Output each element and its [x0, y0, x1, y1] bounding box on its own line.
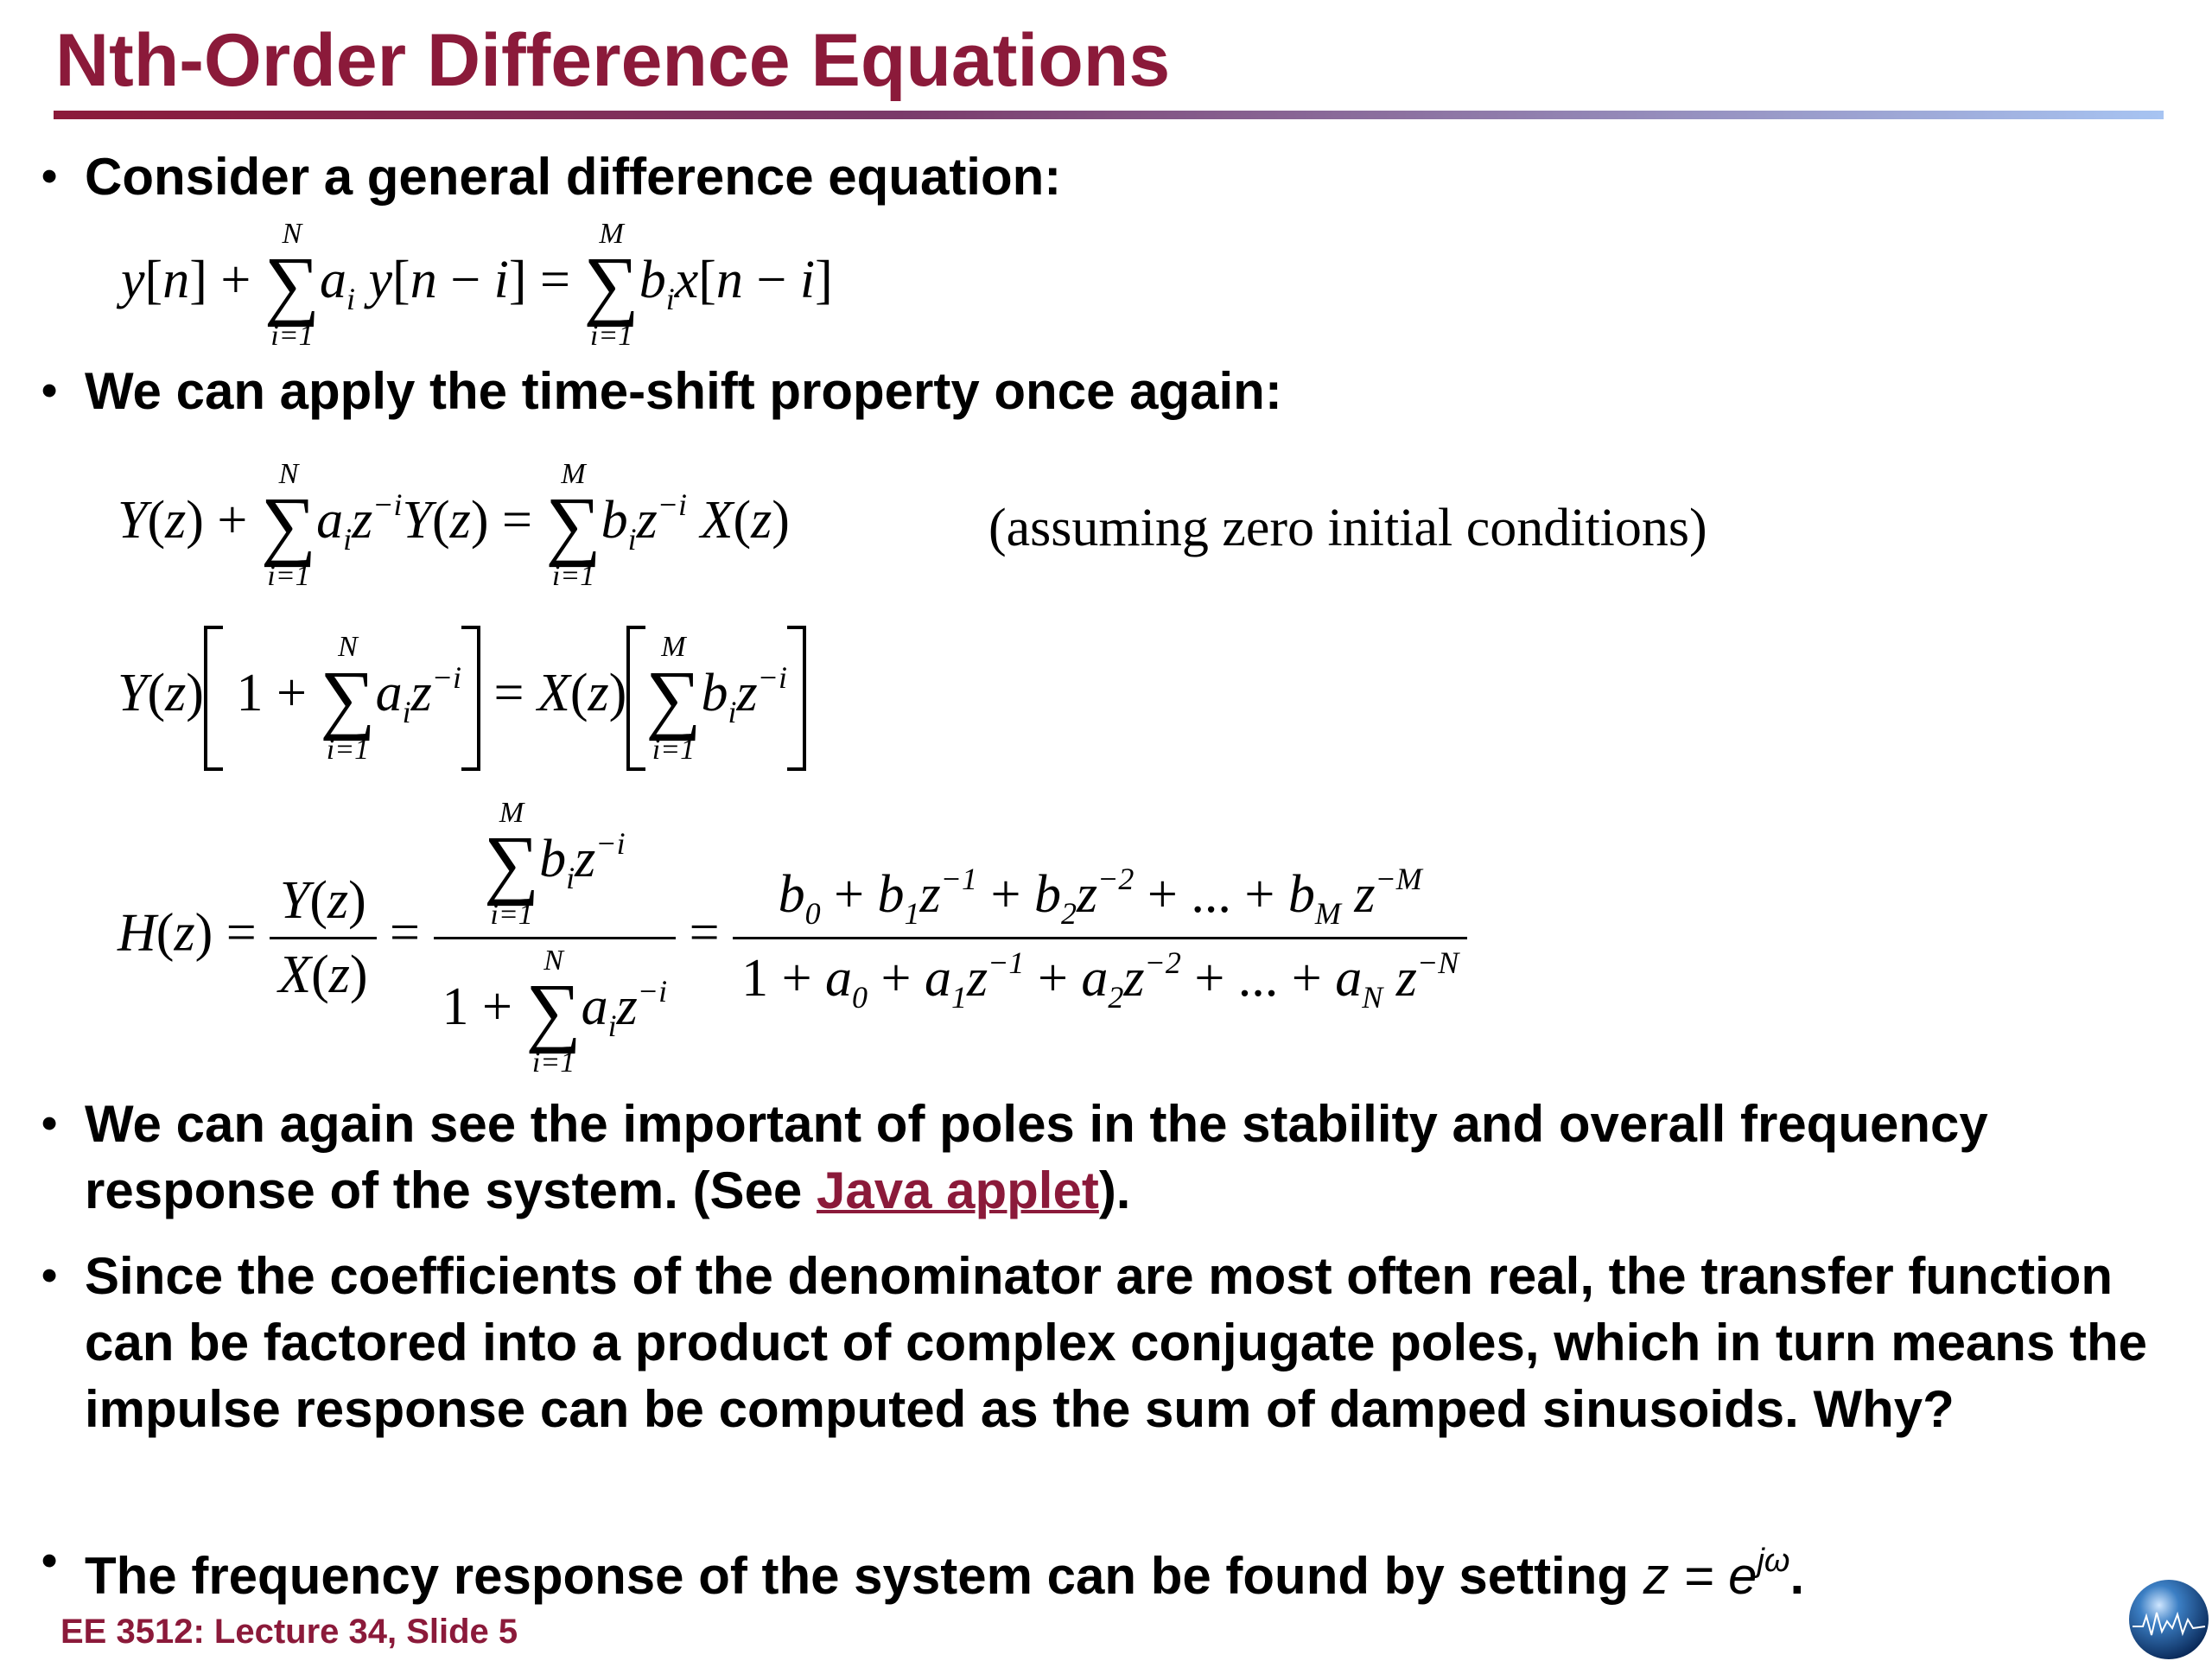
bullet-1-text: Consider a general difference equation: — [85, 148, 1062, 206]
fraction: $\frac{Y(z)}{X(z)}$ — [270, 870, 376, 1006]
sum-operator: N ∑ i=1 — [264, 218, 320, 353]
bullet-5-end: . — [1789, 1547, 1805, 1605]
fraction: $\frac{b_0 + b_1z^{-1} + b_2z^{-2} + ... + b_M z^{-M}}{1 + a_0 + a_1z^{-1} + a_2z^{-2} + ... + a_N z^{-N}}$ — [733, 861, 1467, 1015]
slide-footer: EE 3512: Lecture 34, Slide 5 — [60, 1613, 518, 1651]
transfer-function-equation: H(z) = $\frac{Y(z)}{X(z)}$ = M ∑ i=1 $b_iz^{-i}$ 1 + N ∑ i=1 $a_iz^{-i}$ = $\frac{b_0 + b_1z^{-1} + b_2z^{-2} + ... + b_M z^{-M}}{1 + a_0 + a_1z^{-1} + a_2z^{-2} + ... + a_N z^{-N}}$ — [118, 797, 1467, 1079]
bullet-3 — [41, 1091, 2158, 1224]
frequency-substitution: z = e — [1643, 1547, 1758, 1605]
fraction: M ∑ i=1 $b_iz^{-i}$ 1 + N ∑ i=1 $a_iz^{-i}$ — [434, 797, 677, 1079]
sum-operator: M ∑ i=1 — [545, 458, 601, 593]
bullet-5-text: The frequency response of the system can be found by setting — [85, 1547, 1643, 1605]
sum-operator: N ∑ i=1 — [320, 631, 376, 766]
java-applet-link[interactable]: Java applet — [816, 1161, 1099, 1219]
bullet-1 — [41, 143, 2158, 210]
bullet-dot: • — [41, 1251, 58, 1301]
bullet-4-text: Since the coefficients of the denominator are most often real, the transfer function can be factored into a product of complex conjugate poles, which in turn means the impulse response can be computed as the sum of damped sinusoids. Why? — [85, 1247, 2147, 1438]
assumption-note: (assuming zero initial conditions) — [988, 499, 1707, 557]
z-transform-equation: Y(z) + N ∑ i=1 $a_iz^{-i}Y(z)$ = M ∑ i=1 $b_iz^{-i}$ X(z) — [118, 458, 790, 593]
bullet-dot: • — [41, 151, 58, 201]
sum-operator: M ∑ i=1 — [645, 631, 702, 766]
title-underline — [54, 111, 2164, 119]
bullet-dot: • — [41, 1098, 58, 1149]
sum-operator: M ∑ i=1 — [583, 218, 639, 353]
difference-equation: y[n] + N ∑ i=1 $a_i$ y[n − i] = M ∑ i=1 $b_ix[n - i]$ — [121, 218, 833, 353]
exponent: jω — [1757, 1543, 1790, 1579]
bullet-dot: • — [41, 366, 58, 416]
bullet-3-end: ). — [1098, 1161, 1131, 1219]
bullet-4 — [41, 1243, 2158, 1442]
bullet-2 — [41, 358, 2158, 424]
globe-logo-icon — [2127, 1578, 2210, 1661]
bullet-3-text: We can again see the important of poles in the stability and overall frequency response of the system. (See — [85, 1095, 1988, 1219]
bullet-5 — [41, 1528, 2158, 1609]
slide-title: Nth-Order Difference Equations — [55, 19, 1171, 102]
bullet-dot: • — [41, 1536, 58, 1586]
bullet-2-text: We can apply the time-shift property once again: — [85, 362, 1282, 420]
factored-equation: Y(z) 1 + N ∑ i=1 $a_iz^{-i} = X(z)$ M ∑ i=1 $b_iz^{-i}$ — [118, 626, 806, 771]
sum-operator: N ∑ i=1 — [260, 458, 317, 593]
